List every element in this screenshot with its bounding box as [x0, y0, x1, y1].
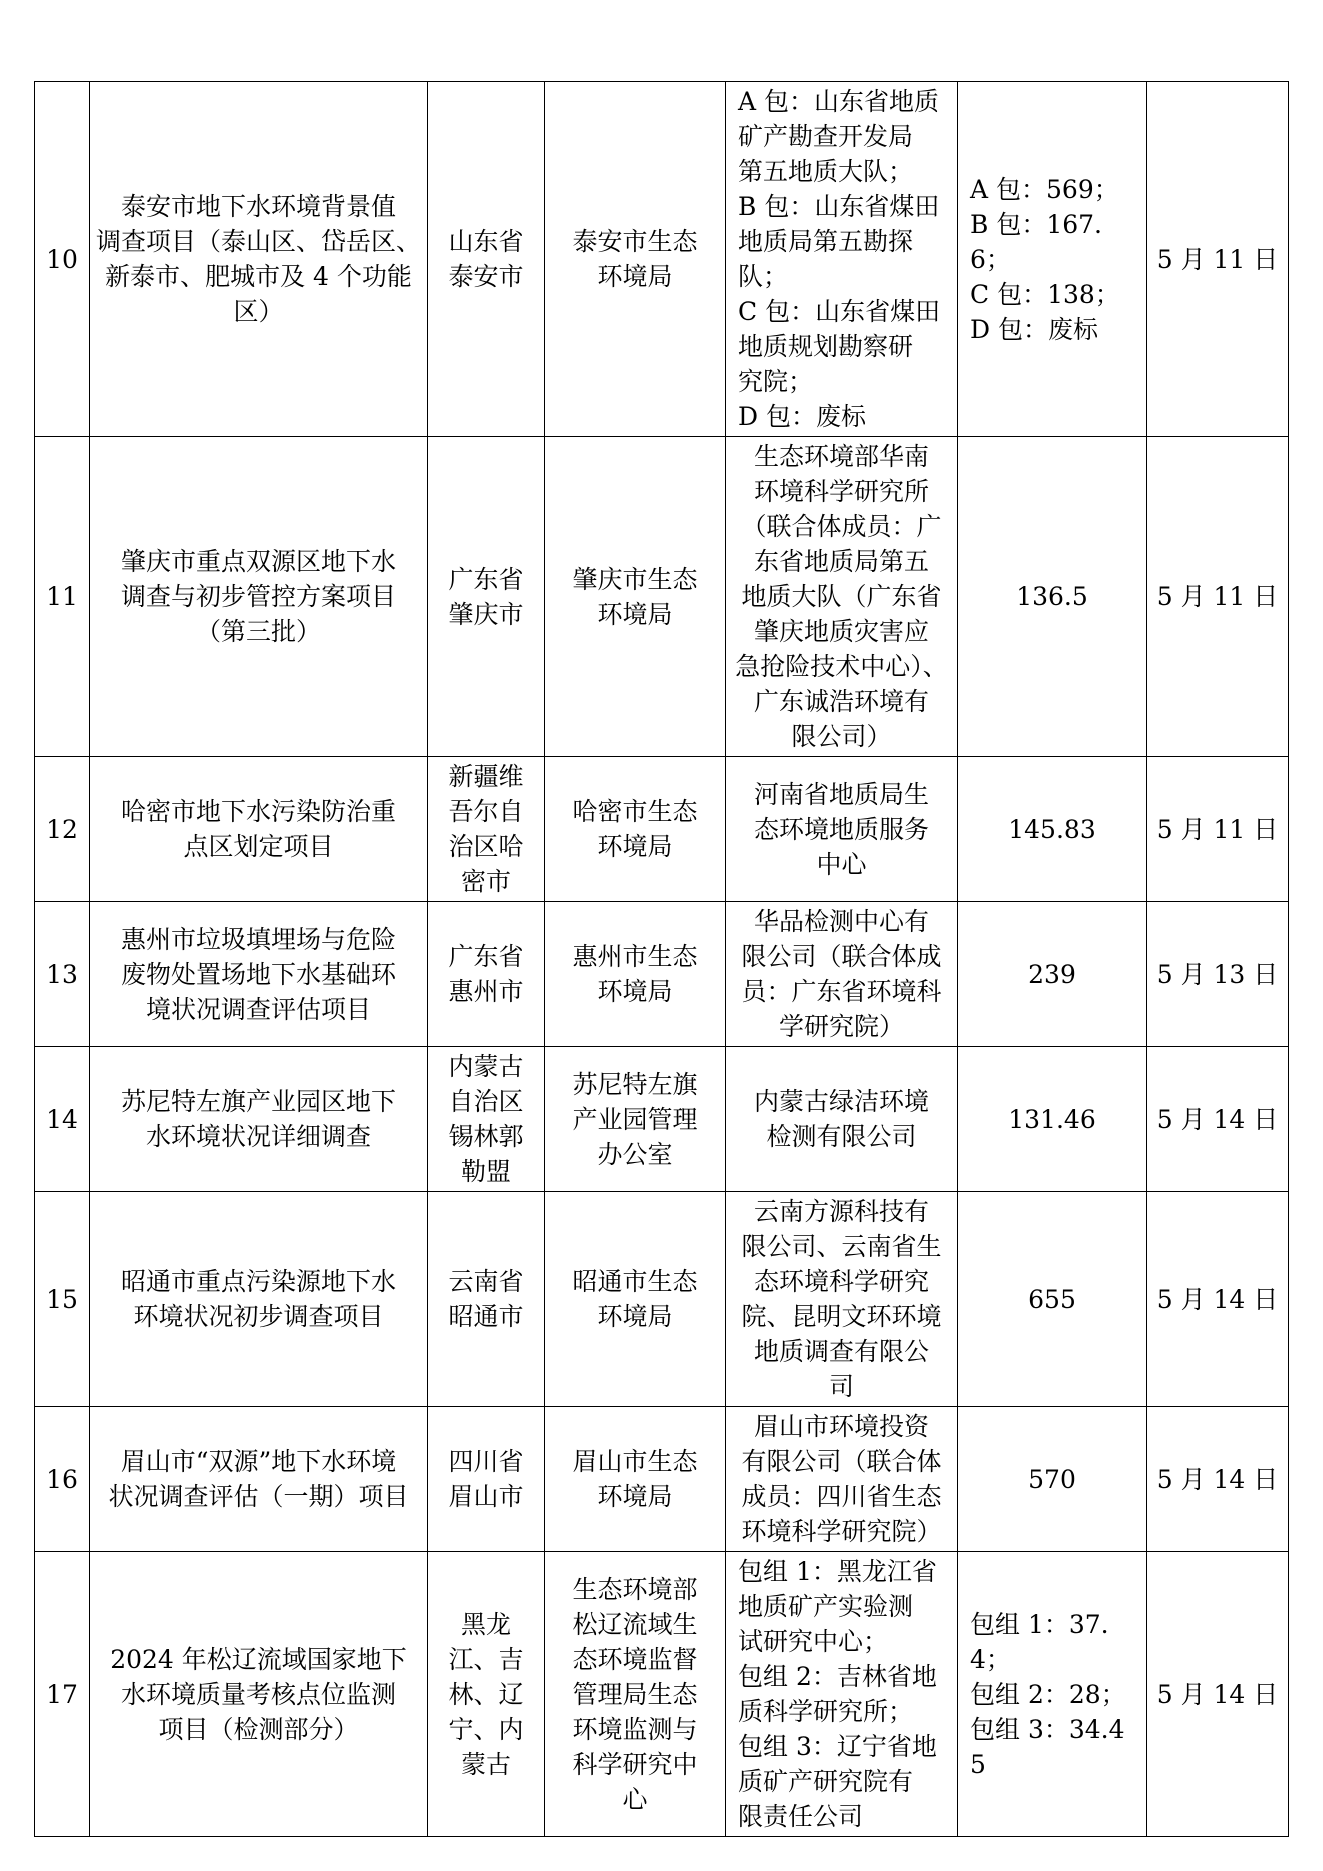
- project-owner: 苏尼特左旗 产业园管理 办公室: [545, 1047, 726, 1192]
- winning-amount: 145.83: [958, 757, 1147, 902]
- row-number: 17: [35, 1552, 90, 1837]
- table-row: [35, 1552, 1289, 1837]
- winning-amount: A 包：569； B 包：167.6； C 包：138； D 包：废标: [958, 82, 1147, 437]
- project-region: 四川省 眉山市: [428, 1407, 545, 1552]
- row-number: 10: [35, 82, 90, 437]
- project-name: 苏尼特左旗产业园区地下 水环境状况详细调查: [90, 1047, 428, 1192]
- announcement-date: 5 月 14 日: [1147, 1552, 1289, 1837]
- row-number: 12: [35, 757, 90, 902]
- announcement-date: 5 月 13 日: [1147, 902, 1289, 1047]
- table-row: [35, 1192, 1289, 1407]
- project-region: 新疆维 吾尔自 治区哈 密市: [428, 757, 545, 902]
- announcement-date: 5 月 11 日: [1147, 437, 1289, 757]
- winning-bidder: 河南省地质局生 态环境地质服务 中心: [726, 757, 958, 902]
- winning-amount: 655: [958, 1192, 1147, 1407]
- project-owner: 眉山市生态 环境局: [545, 1407, 726, 1552]
- row-number: 16: [35, 1407, 90, 1552]
- project-owner: 昭通市生态 环境局: [545, 1192, 726, 1407]
- winning-bidder: 华品检测中心有 限公司（联合体成 员：广东省环境科 学研究院）: [726, 902, 958, 1047]
- project-region: 山东省 泰安市: [428, 82, 545, 437]
- project-region: 广东省 肇庆市: [428, 437, 545, 757]
- project-owner: 哈密市生态 环境局: [545, 757, 726, 902]
- winning-bidder: 生态环境部华南 环境科学研究所 （联合体成员：广 东省地质局第五 地质大队（广东省 肇庆地质灾害应 急抢险技术中心）、 广东诚浩环境有 限公司）: [726, 437, 958, 757]
- project-region: 内蒙古 自治区 锡林郭 勒盟: [428, 1047, 545, 1192]
- table-row: [35, 1047, 1289, 1192]
- project-owner: 惠州市生态 环境局: [545, 902, 726, 1047]
- row-number: 14: [35, 1047, 90, 1192]
- winning-amount: 136.5: [958, 437, 1147, 757]
- announcement-date: 5 月 11 日: [1147, 82, 1289, 437]
- winning-bidder: 内蒙古绿洁环境 检测有限公司: [726, 1047, 958, 1192]
- table-row: [35, 82, 1289, 437]
- row-number: 11: [35, 437, 90, 757]
- winning-amount: 包组 1：37.4； 包组 2：28； 包组 3：34.45: [958, 1552, 1147, 1837]
- project-owner: 生态环境部 松辽流域生 态环境监督 管理局生态 环境监测与 科学研究中 心: [545, 1552, 726, 1837]
- table-row: [35, 757, 1289, 902]
- announcement-date: 5 月 14 日: [1147, 1407, 1289, 1552]
- project-region: 黑龙 江、吉 林、辽 宁、内 蒙古: [428, 1552, 545, 1837]
- announcement-date: 5 月 11 日: [1147, 757, 1289, 902]
- project-region: 云南省 昭通市: [428, 1192, 545, 1407]
- winning-bidder: 云南方源科技有 限公司、云南省生 态环境科学研究 院、昆明文环环境 地质调查有限公 司: [726, 1192, 958, 1407]
- table-body: [35, 82, 1289, 1837]
- project-name: 昭通市重点污染源地下水 环境状况初步调查项目: [90, 1192, 428, 1407]
- row-number: 13: [35, 902, 90, 1047]
- table-row: [35, 437, 1289, 757]
- row-number: 15: [35, 1192, 90, 1407]
- winning-amount: 570: [958, 1407, 1147, 1552]
- announcement-date: 5 月 14 日: [1147, 1192, 1289, 1407]
- project-owner: 泰安市生态 环境局: [545, 82, 726, 437]
- table-row: [35, 902, 1289, 1047]
- announcement-date: 5 月 14 日: [1147, 1047, 1289, 1192]
- project-name: 肇庆市重点双源区地下水 调查与初步管控方案项目 （第三批）: [90, 437, 428, 757]
- procurement-results-table: [34, 81, 1289, 1837]
- winning-bidder: 眉山市环境投资 有限公司（联合体 成员：四川省生态 环境科学研究院）: [726, 1407, 958, 1552]
- project-region: 广东省 惠州市: [428, 902, 545, 1047]
- winning-bidder: 包组 1：黑龙江省 地质矿产实验测 试研究中心； 包组 2：吉林省地 质科学研究所； 包组 3：辽宁省地 质矿产研究院有 限责任公司: [726, 1552, 958, 1837]
- winning-amount: 239: [958, 902, 1147, 1047]
- project-name: 泰安市地下水环境背景值 调查项目（泰山区、岱岳区、 新泰市、肥城市及 4 个功能 区）: [90, 82, 428, 437]
- project-name: 惠州市垃圾填埋场与危险 废物处置场地下水基础环 境状况调查评估项目: [90, 902, 428, 1047]
- project-owner: 肇庆市生态 环境局: [545, 437, 726, 757]
- project-name: 眉山市“双源”地下水环境 状况调查评估（一期）项目: [90, 1407, 428, 1552]
- project-name: 2024 年松辽流域国家地下 水环境质量考核点位监测 项目（检测部分）: [90, 1552, 428, 1837]
- winning-amount: 131.46: [958, 1047, 1147, 1192]
- winning-bidder: A 包：山东省地质 矿产勘查开发局 第五地质大队； B 包：山东省煤田 地质局第五勘探 队； C 包：山东省煤田 地质规划勘察研 究院； D 包：废标: [726, 82, 958, 437]
- table-row: [35, 1407, 1289, 1552]
- project-name: 哈密市地下水污染防治重 点区划定项目: [90, 757, 428, 902]
